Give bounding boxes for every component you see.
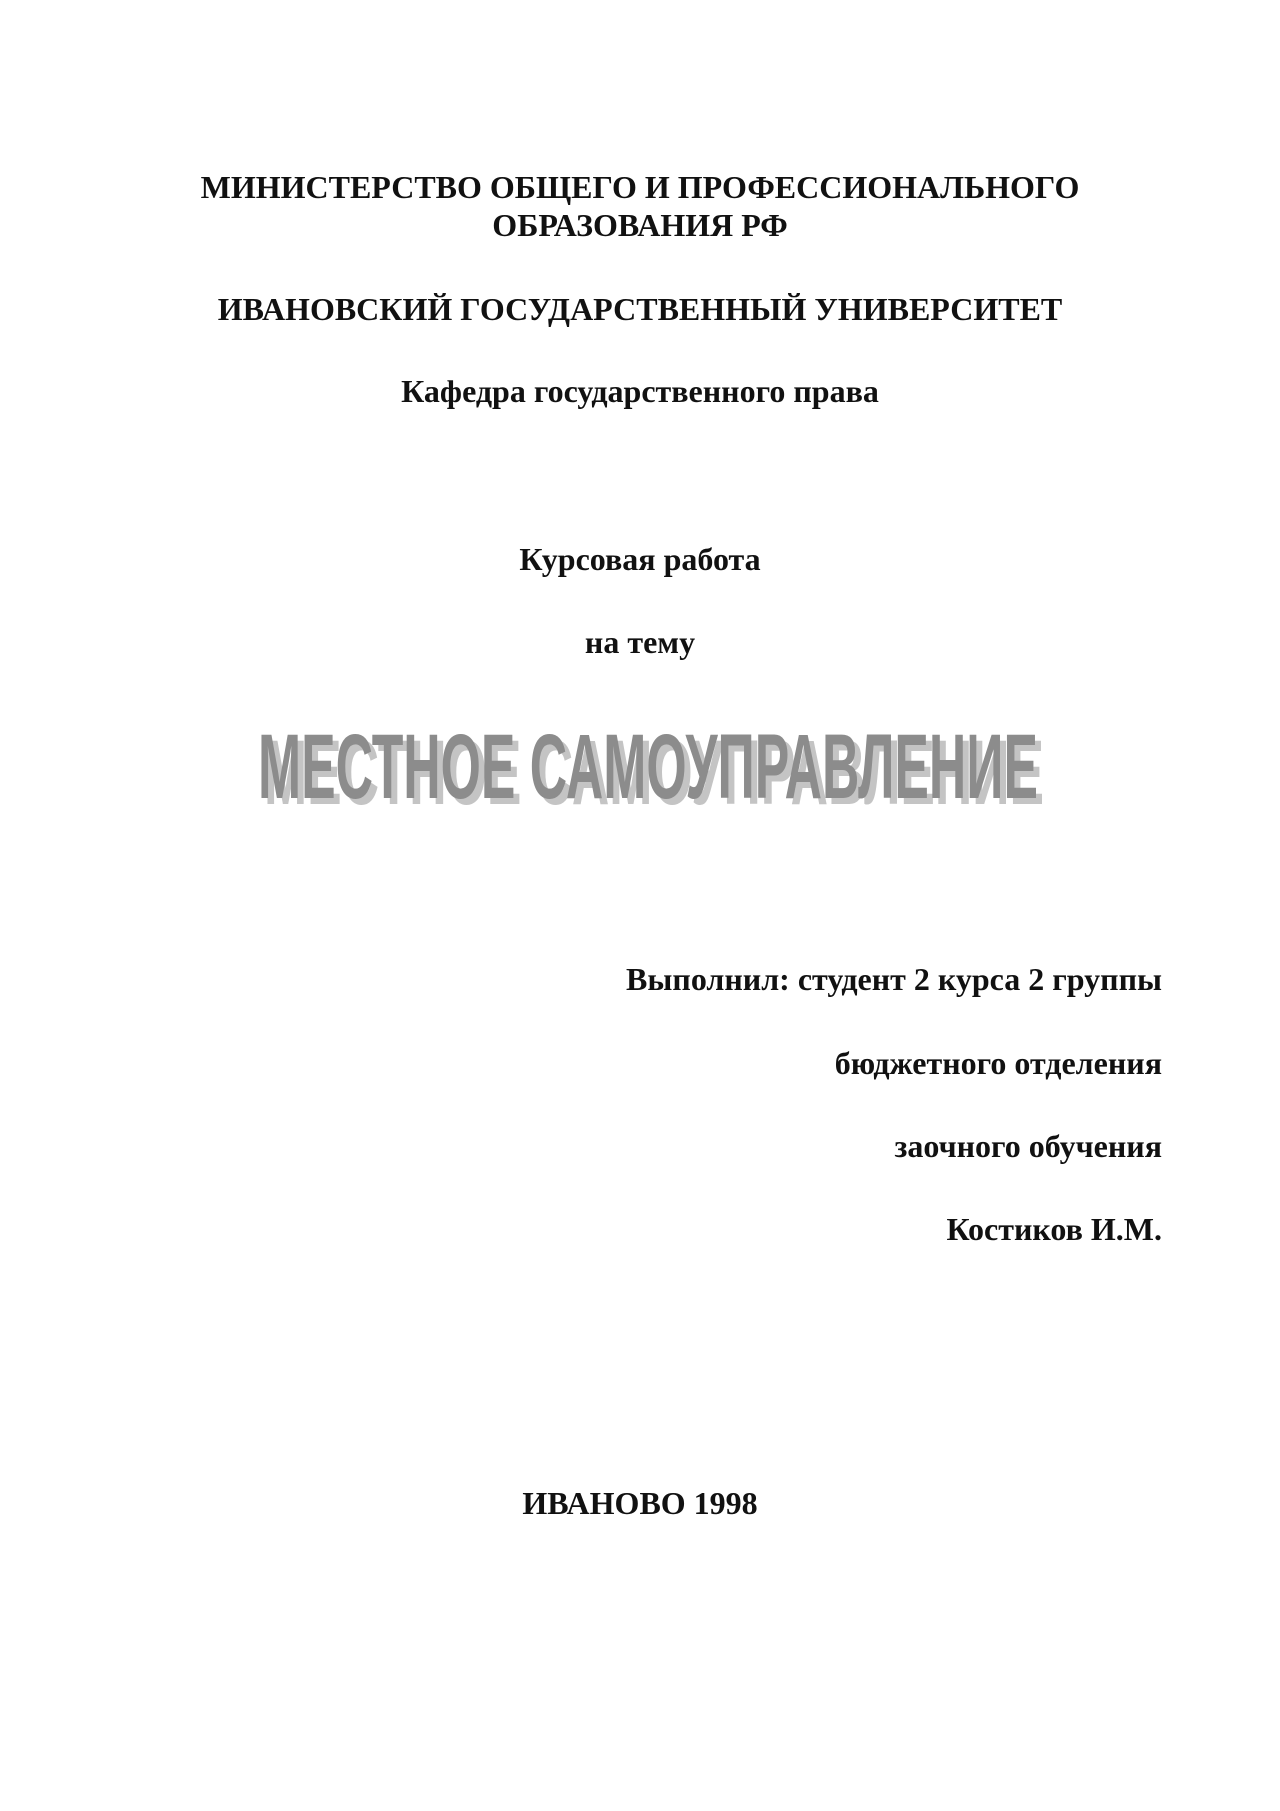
city-year: ИВАНОВО 1998 — [522, 1485, 758, 1521]
topic-title-shadow: МЕСТНОЕ САМОУПРАВЛЕНИЕ — [264, 722, 1044, 824]
ministry-line-1: МИНИСТЕРСТВО ОБЩЕГО И ПРОФЕССИОНАЛЬНОГО — [200, 169, 1080, 205]
work-type: Курсовая работа — [519, 541, 761, 577]
author-line-2: бюджетного отделения — [834, 1045, 1162, 1081]
topic-title-wordart — [248, 690, 1048, 850]
author-line-3: заочного обучения — [894, 1128, 1162, 1164]
topic-title: МЕСТНОЕ САМОУПРАВЛЕНИЕ — [258, 716, 1038, 818]
author-line-1: Выполнил: студент 2 курса 2 группы — [626, 961, 1162, 997]
author-name: Костиков И.М. — [946, 1211, 1162, 1247]
university-name: ИВАНОВСКИЙ ГОСУДАРСТВЕННЫЙ УНИВЕРСИТЕТ — [217, 291, 1063, 327]
topic-label: на тему — [584, 624, 696, 660]
department-name: Кафедра государственного права — [401, 373, 879, 409]
ministry-line-2: ОБРАЗОВАНИЯ РФ — [492, 207, 788, 243]
